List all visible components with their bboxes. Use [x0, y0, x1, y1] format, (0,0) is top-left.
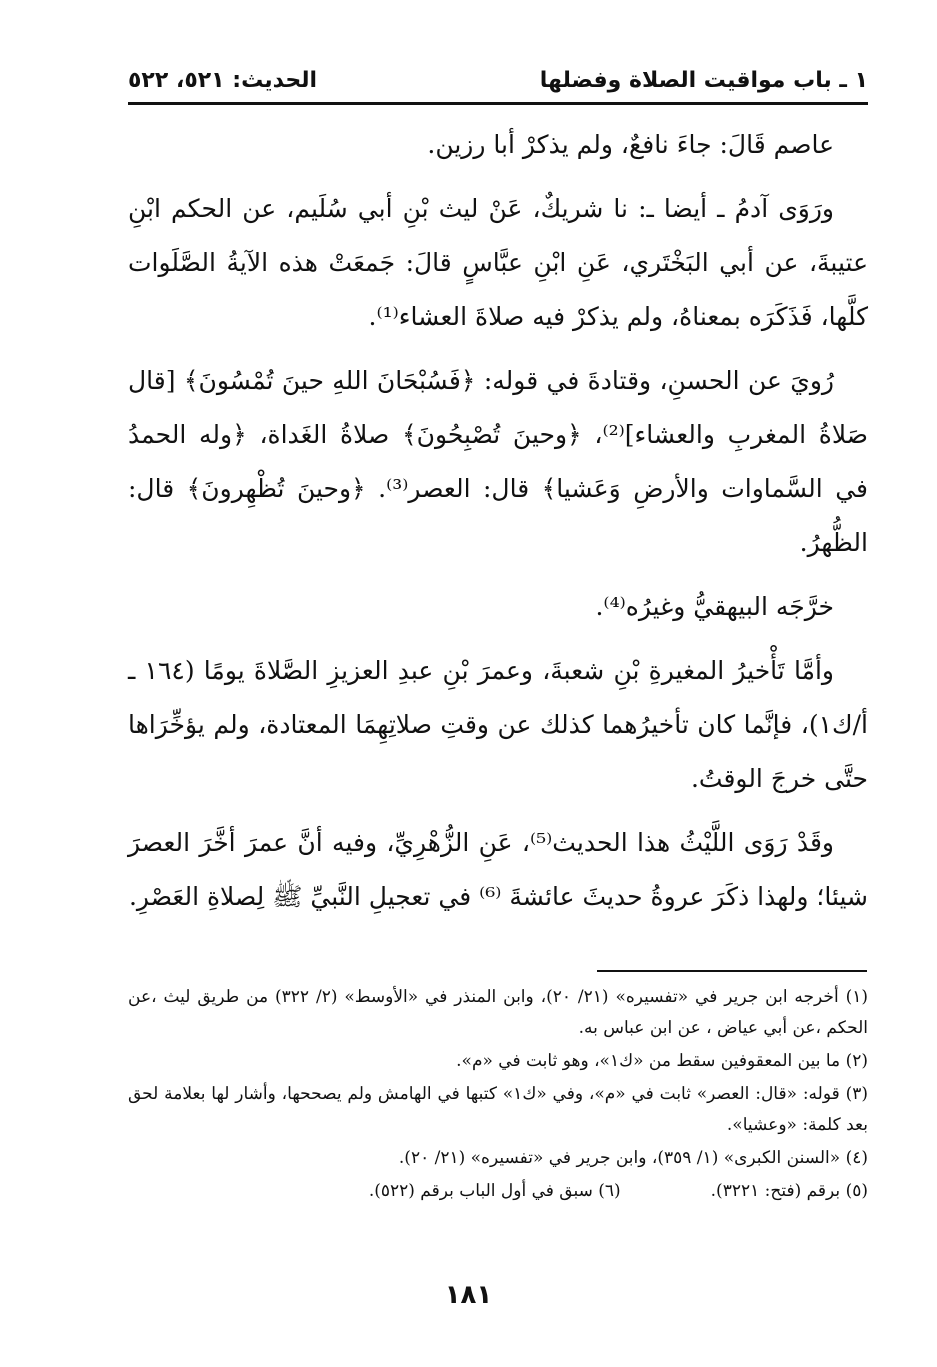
footnote: (١) أخرجه ابن جرير في «تفسيره» (٢١/ ٢٠)، وابن المنذر في «الأوسط» (٢/ ٣٢٢) من طريق ليث ،عن الحكم ،عن أبي عياض ، عن ابن عباس به. — [128, 987, 868, 1038]
header-rule — [128, 102, 868, 105]
paragraph: خرَّجَه البيهقيُّ وغيرُه⁽⁴⁾. — [595, 592, 834, 621]
footnote-rule — [597, 970, 867, 972]
footnote: (٤) «السنن الكبرى» (١/ ٣٥٩)، وابن جرير في «تفسيره» (٢١/ ٢٠). — [398, 1148, 868, 1168]
paragraph: رُويَ عن الحسنِ، وقتادةَ في قوله: ﴿فَسُبْحَانَ اللهِ حينَ تُمْسُونَ﴾ [قال صَلاةُ المغربِ والعشاء]⁽²⁾، ﴿وحينَ تُصْبِحُونَ﴾ صلاةُ الغَداة، ﴿وله الحمدُ في السَّماوات والأرضِ وَعَشيا﴾ قال: العصر⁽³⁾. ﴿وحينَ تُظْهِرونَ﴾ قال: الظُّهرُ. — [128, 366, 868, 557]
running-header — [128, 62, 868, 98]
hadith-reference: الحديث: ٥٢١، ٥٢٢ — [128, 67, 317, 93]
page-number: ١٨١ — [444, 1280, 493, 1310]
paragraph: وقَدْ رَوَى اللَّيْثُ هذا الحديث⁽⁵⁾، عَنِ الزُّهْرِيِّ، وفيه أنَّ عمرَ أخَّرَ العصرَ شيئا؛ ولهذا ذكَرَ عروةُ حديثَ عائشةَ ⁽⁶⁾ في تعجيلِ النَّبيِّ ﷺ لِصلاةِ العَصْرِ. — [128, 828, 868, 911]
footnote: (٢) ما بين المعقوفين سقط من «ك١»، وهو ثابت في «م». — [456, 1051, 868, 1071]
footnote: (٦) سبق في أول الباب برقم (٥٢٢). — [368, 1181, 621, 1201]
paragraph: ورَوَى آدمُ ـ أيضا ـ: نا شريكٌ، عَنْ ليث بْنِ أبي سُلَيم، عن الحكم ابْنِ عتيبةَ، عن أبي البَخْتَري، عَنِ ابْنِ عبَّاسٍ قالَ: جَمعَتْ هذه الآيةُ الصَّلَوات كلَّها، فَذَكَرَه بمعناهُ، ولم يذكرْ فيه صلاةَ العشاء⁽¹⁾. — [128, 194, 868, 331]
chapter-title: ١ ـ باب مواقيت الصلاة وفضلها — [539, 67, 868, 93]
paragraph: عاصم قَالَ: جاءَ نافعٌ، ولم يذكرْ أبا رزين. — [427, 130, 834, 159]
footnote-row — [128, 1176, 868, 1207]
footnote: (٣) قوله: «قال: العصر» ثابت في «م»، وفي «ك١» كتبها في الهامش ولم يصححها، وأشار لها بعلامة لحق بعد كلمة: «وعشيا». — [128, 1084, 868, 1135]
paragraph: وأمَّا تَأْخيرُ المغيرةِ بْنِ شعبةَ، وعمرَ بْنِ عبدِ العزيزِ الصَّلاةَ يومًا (١٦٤ ـ أ/ك١)، فإنَّما كان تأخيرُهما كذلك عن وقتِ صلاتِهِمَا المعتادة، ولم يؤخِّرَاها حتَّى خرجَ الوقتُ. — [128, 656, 868, 793]
footnote: (٥) برقم (فتح: ٣٢٢١). — [710, 1181, 868, 1201]
main-text — [128, 118, 868, 934]
footnotes — [128, 982, 868, 1209]
